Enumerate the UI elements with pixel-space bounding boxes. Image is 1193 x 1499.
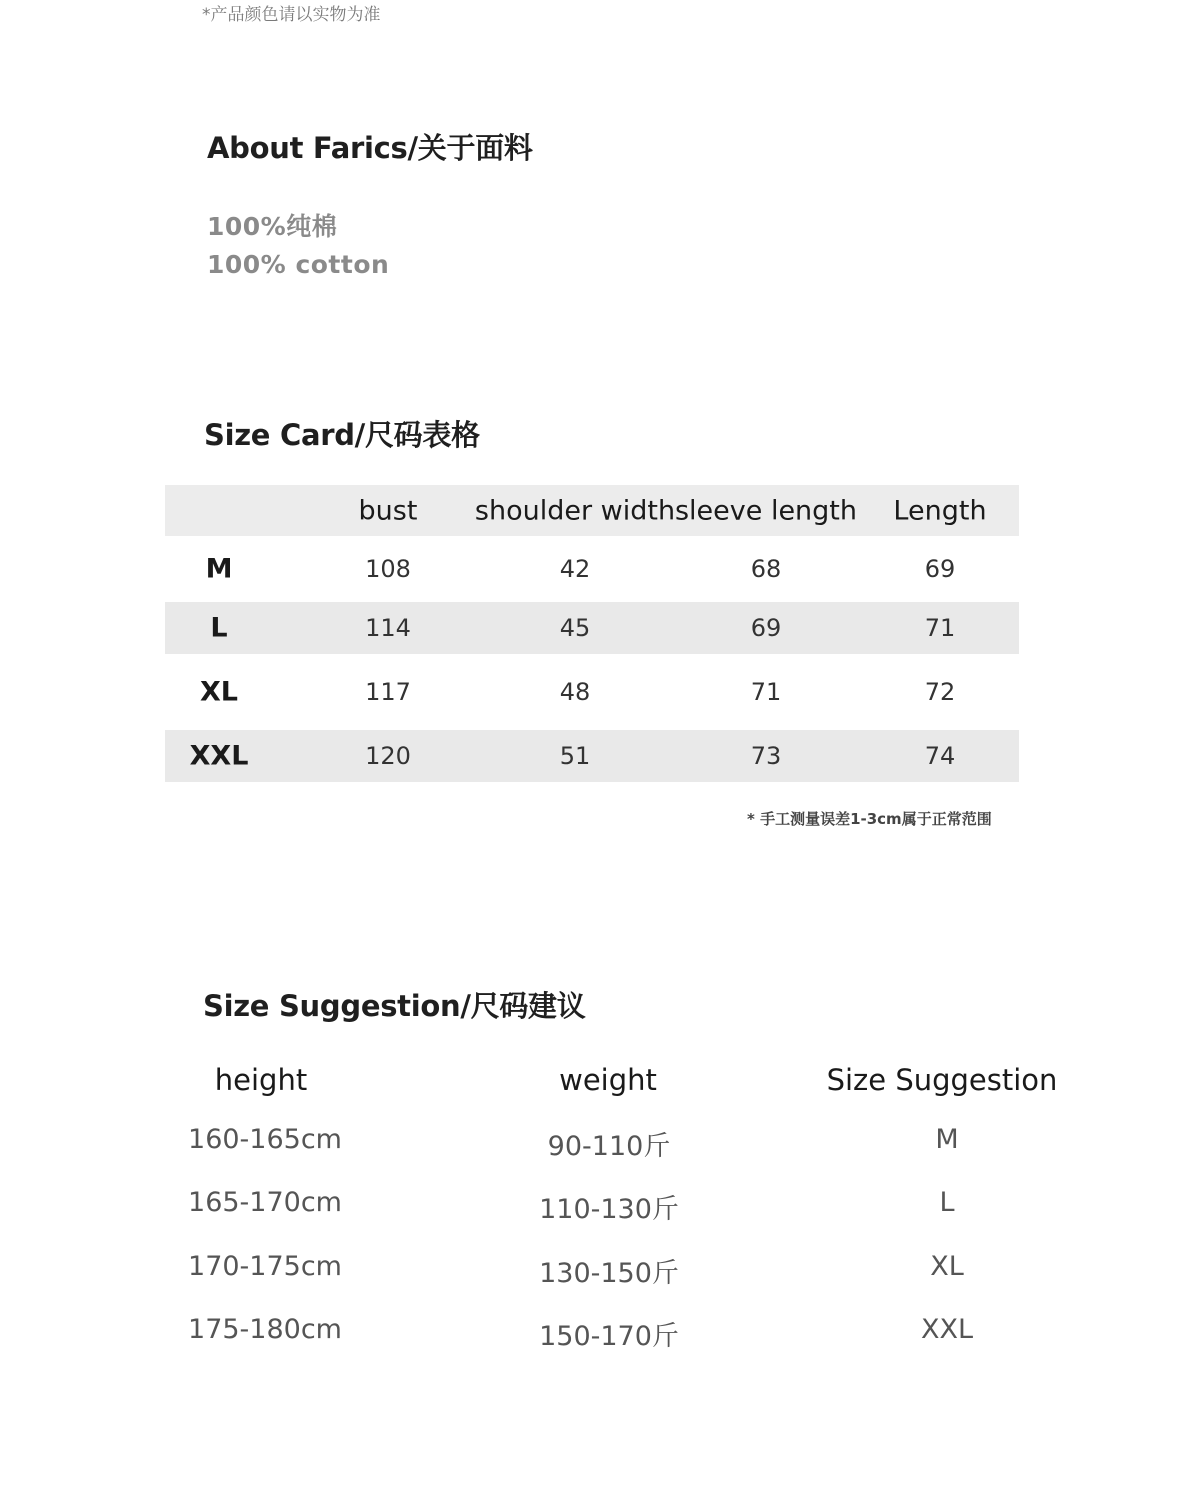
shoulder-width-value: 42 (559, 555, 591, 583)
measurement-note: * 手工测量误差1-3cm属于正常范围 (747, 810, 992, 828)
shoulder-width-value: 45 (559, 614, 591, 642)
sleeve-length-value: 68 (750, 555, 782, 583)
weight-value: 130-150斤 (539, 1258, 679, 1289)
height-value: 160-165cm (188, 1124, 342, 1155)
bust-value: 117 (365, 678, 411, 706)
sleeve-length-value: 69 (750, 614, 782, 642)
column-header-size-suggestion: Size Suggestion (826, 1063, 1058, 1097)
length-value: 71 (924, 614, 956, 642)
column-header-bust: bust (358, 495, 418, 527)
length-value: 74 (924, 742, 956, 770)
weight-value: 150-170斤 (539, 1321, 679, 1352)
sleeve-length-value: 71 (750, 678, 782, 706)
column-header-height: height (214, 1063, 308, 1097)
shoulder-width-value: 48 (559, 678, 591, 706)
shoulder-width-value: 51 (559, 742, 591, 770)
table-row (165, 536, 1019, 602)
table-row (165, 730, 1019, 782)
size-label: XL (199, 676, 239, 708)
table-row (165, 654, 1019, 730)
bust-value: 108 (365, 555, 411, 583)
column-header-sleeve-length: sleeve length (674, 495, 858, 527)
bust-value: 114 (365, 614, 411, 642)
length-value: 72 (924, 678, 956, 706)
sleeve-length-value: 73 (750, 742, 782, 770)
fabric-section-title: About Farics/关于面料 (207, 131, 533, 165)
size-card-table (165, 485, 1019, 782)
weight-value: 110-130斤 (539, 1194, 679, 1225)
height-value: 170-175cm (188, 1251, 342, 1282)
column-header-length: Length (893, 495, 987, 527)
bust-value: 120 (365, 742, 411, 770)
table-header-row (165, 485, 1019, 536)
weight-value: 90-110斤 (547, 1131, 671, 1162)
table-row (165, 602, 1019, 654)
suggested-size-value: XXL (920, 1314, 974, 1345)
length-value: 69 (924, 555, 956, 583)
suggested-size-value: XL (930, 1251, 964, 1282)
column-header-weight: weight (559, 1063, 657, 1097)
height-value: 175-180cm (188, 1314, 342, 1345)
size-label: M (205, 553, 233, 585)
size-label: XXL (189, 740, 249, 772)
suggested-size-value: M (935, 1124, 959, 1155)
height-value: 165-170cm (188, 1187, 342, 1218)
column-header-shoulder-width: shoulder width (474, 495, 676, 527)
size-card-title: Size Card/尺码表格 (204, 418, 480, 452)
size-suggestion-title: Size Suggestion/尺码建议 (203, 989, 586, 1023)
color-disclaimer: *产品颜色请以实物为准 (202, 5, 381, 25)
size-label: L (210, 612, 228, 644)
suggested-size-value: L (939, 1187, 955, 1218)
fabric-line-chinese: 100%纯棉 (207, 212, 338, 241)
fabric-line-english: 100% cotton (207, 250, 390, 279)
